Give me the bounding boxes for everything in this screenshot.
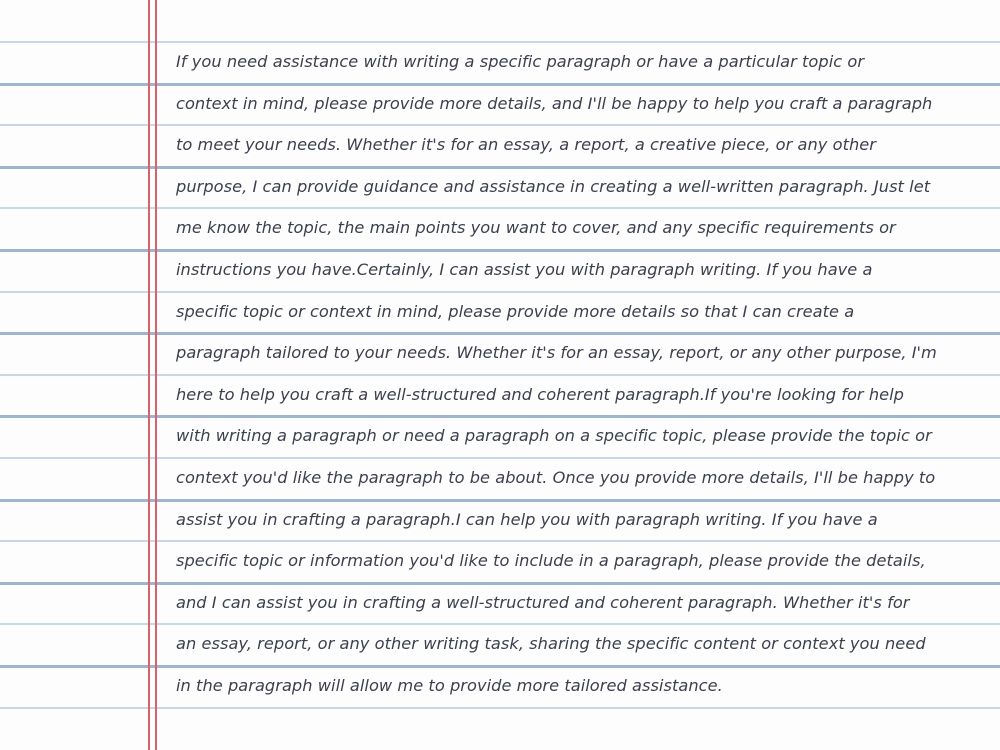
text-line: If you need assistance with writing a specific paragraph or have a particular topic or bbox=[176, 52, 865, 71]
text-line: here to help you craft a well-structured and coherent paragraph.If you're looking for help bbox=[176, 384, 905, 404]
text-line: instructions you have.Certainly, I can assist you with paragraph writing. If you have a bbox=[176, 259, 873, 279]
text-line: paragraph tailored to your needs. Whether it's for an essay, report, or any other purpose, I'm bbox=[176, 343, 937, 363]
margin-line-left bbox=[148, 0, 150, 750]
text-line: context in mind, please provide more details, and I'll be happy to help you craft a paragraph bbox=[176, 93, 933, 113]
text-line: in the paragraph will allow me to provide more tailored assistance. bbox=[176, 675, 723, 695]
text-line: with writing a paragraph or need a paragraph on a specific topic, please provide the topic or bbox=[176, 426, 932, 446]
text-line: context you'd like the paragraph to be about. Once you provide more details, I'll be happy to bbox=[176, 467, 936, 487]
text-line: me know the topic, the main points you want to cover, and any specific requirements or bbox=[176, 218, 896, 238]
text-line: specific topic or information you'd like to include in a paragraph, please provide the details, bbox=[176, 551, 926, 571]
text-line: assist you in crafting a paragraph.I can help you with paragraph writing. If you have a bbox=[176, 509, 878, 529]
text-line: to meet your needs. Whether it's for an essay, a report, a creative piece, or any other bbox=[176, 135, 876, 155]
ruled-line bbox=[0, 707, 1000, 709]
text-line: an essay, report, or any other writing task, sharing the specific content or context you need bbox=[176, 634, 926, 654]
text-line: and I can assist you in crafting a well-structured and coherent paragraph. Whether it's for bbox=[176, 592, 910, 612]
margin-line-right bbox=[155, 0, 157, 750]
paragraph-text bbox=[176, 41, 986, 707]
text-line: purpose, I can provide guidance and assistance in creating a well-written paragraph. Just let bbox=[176, 176, 931, 196]
text-line: specific topic or context in mind, please provide more details so that I can create a bbox=[176, 301, 855, 321]
